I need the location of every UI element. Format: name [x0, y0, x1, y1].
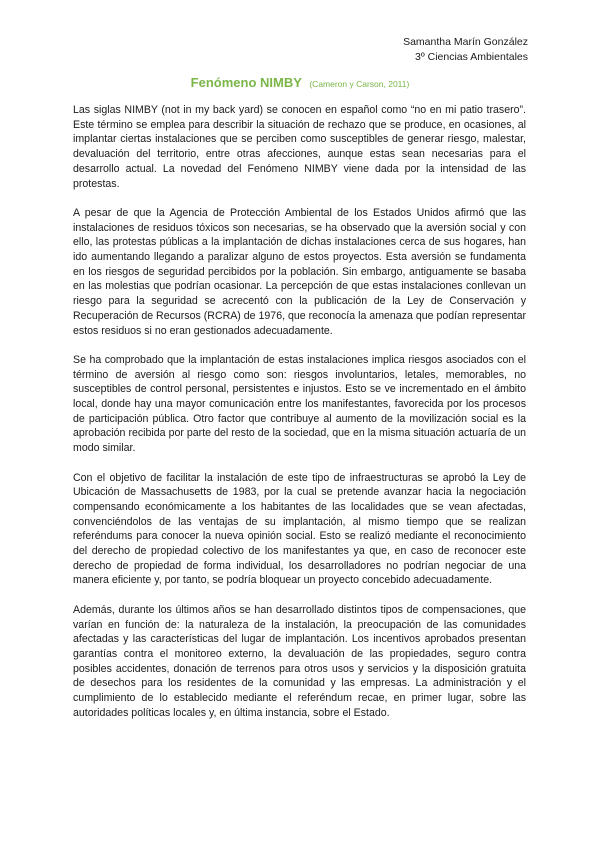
paragraph: Se ha comprobado que la implantación de estas instalaciones implica riesgos asociados con el término de aversión al riesgo como son: riesgos involuntarios, letales, memorables, no susceptibles de control personal, persistentes e injustos. Esto se ve incrementado en el ámbito local, donde hay una mayor comunicación entre los manifestantes, favorecida por los procesos de participación pública. Otro factor que contribuye al aumento de la movilización social es la aprobación recibida por parte del resto de la sociedad, que en la misma situación actuaría de un modo similar. — [73, 353, 526, 455]
author-name: Samantha Marín González — [403, 36, 528, 48]
document-title — [0, 74, 600, 92]
author-header — [403, 35, 528, 65]
course-label: 3º Ciencias Ambientales — [415, 51, 528, 63]
document-body — [73, 103, 526, 735]
title-main: Fenómeno NIMBY — [190, 75, 302, 90]
paragraph: Las siglas NIMBY (not in my back yard) se conocen en español como “no en mi patio trasero”. Este término se emplea para describir la situación de rechazo que se produce, en ocasiones, al implantar ciertas instalaciones que se perciben como susceptibles de generar riesgo, malestar, devaluación del territorio, entre otras afecciones, aunque estas sean necesarias para el desarrollo actual. La novedad del Fenómeno NIMBY viene dada por la intensidad de las protestas. — [73, 104, 526, 190]
paragraph: A pesar de que la Agencia de Protección Ambiental de los Estados Unidos afirmó que las instalaciones de residuos tóxicos son necesarias, se ha observado que la aversión social y con ello, las protestas públicas a la implantación de dichas instalaciones cerca de sus hogares, han ido aumentando llegando a paralizar alguno de estos proyectos. Esta aversión se fundamenta en los riesgos de seguridad percibidos por la población. Sin embargo, antiguamente se basaba en las molestias que podrían ocasionar. La percepción de que estas instalaciones conllevan un riesgo para la seguridad se acrecentó con la publicación de la Ley de Conservación y Recuperación de Recursos (RCRA) de 1976, que reconocía la amenaza que podían representar estos residuos si no eran gestionados adecuadamente. — [73, 206, 526, 337]
paragraph: Con el objetivo de facilitar la instalación de este tipo de infraestructuras se aprobó la Ley de Ubicación de Massachusetts de 1983, por la cual se pretende avanzar hacia la negociación compensando económicamente a los habitantes de las localidades que se vean afectadas, convenciéndolos de las ventajas de su implantación, al mismo tiempo que se realizan referéndums para conocer la nueva opinión social. Esto se realizó mediante el reconocimiento del derecho de propiedad colectivo de los manifestantes ya que, en caso de reconocer este derecho de propiedad de forma individual, los desarrolladores no podrían negociar de una manera eficiente y, por tanto, se podría bloquear un proyecto concebido adecuadamente. — [73, 471, 526, 587]
title-citation: (Cameron y Carson, 2011) — [309, 79, 410, 89]
paragraph: Además, durante los últimos años se han desarrollado distintos tipos de compensaciones, que varían en función de: la naturaleza de la instalación, la preocupación de las comunidades afectadas y las características del lugar de implantación. Los incentivos aprobados presentan garantías contra el monitoreo externo, la devaluación de las propiedades, seguro contra posibles accidentes, donación de terrenos para otros usos y servicios y la disposición gratuita de desechos para los residentes de la comunidad y las empresas. La administración y el cumplimiento de lo establecido mediante el referéndum recae, en primer lugar, sobre las autoridades políticas locales y, en última instancia, sobre el Estado. — [73, 603, 526, 719]
